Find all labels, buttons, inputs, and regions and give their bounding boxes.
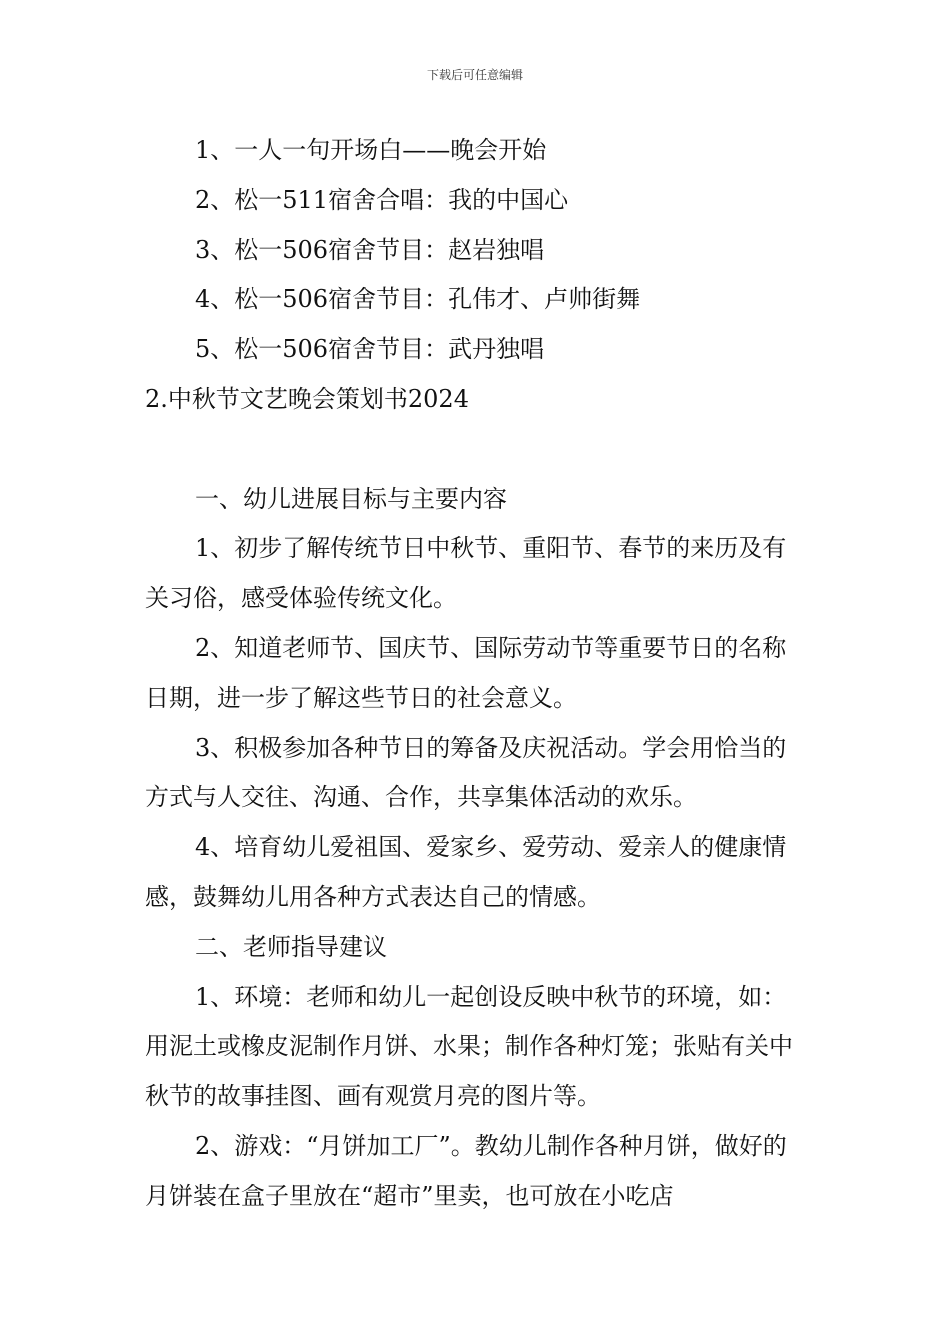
program-item: 2、松一511宿舍合唱：我的中国心 [195, 185, 569, 214]
program-item: 4、松一506宿舍节目：孔伟才、卢帅街舞 [195, 285, 641, 314]
part1-item: 3、积极参加各种节日的筹备及庆祝活动。学会用恰当的方式与人交往、沟通、合作，共享集体活动的欢乐。 [145, 733, 787, 812]
header-note: 下载后可任意编辑 [426, 68, 523, 82]
program-item: 5、松一506宿舍节目：武丹独唱 [195, 335, 545, 364]
part1-item: 2、知道老师节、国庆节、国际劳动节等重要节日的名称日期，进一步了解这些节日的社会意义。 [145, 633, 787, 712]
part1-heading: 一、幼儿进展目标与主要内容 [195, 484, 507, 513]
part2-heading: 二、老师指导建议 [195, 932, 387, 961]
part1-item: 1、初步了解传统节日中秋节、重阳节、春节的来历及有关习俗，感受体验传统文化。 [145, 534, 787, 613]
blank-line [145, 425, 810, 475]
section-title: 2.中秋节文艺晚会策划书2024 [145, 384, 469, 413]
program-item: 3、松一506宿舍节目：赵岩独唱 [195, 235, 545, 264]
part1-item: 4、培育幼儿爱祖国、爱家乡、爱劳动、爱亲人的健康情感，鼓舞幼儿用各种方式表达自己的情感。 [145, 833, 787, 911]
program-item: 1、一人一句开场白——晚会开始 [195, 136, 547, 164]
part2-item: 2、游戏：“月饼加工厂”。教幼儿制作各种月饼，做好的月饼装在盒子里放在“超市”里卖，也可放在小吃店 [145, 1131, 787, 1210]
part2-item: 1、环境：老师和幼儿一起创设反映中秋节的环境，如：用泥土或橡皮泥制作月饼、水果；制作各种灯笼；张贴有关中秋节的故事挂图、画有观赏月亮的图片等。 [145, 982, 793, 1111]
document-body [145, 126, 810, 1222]
